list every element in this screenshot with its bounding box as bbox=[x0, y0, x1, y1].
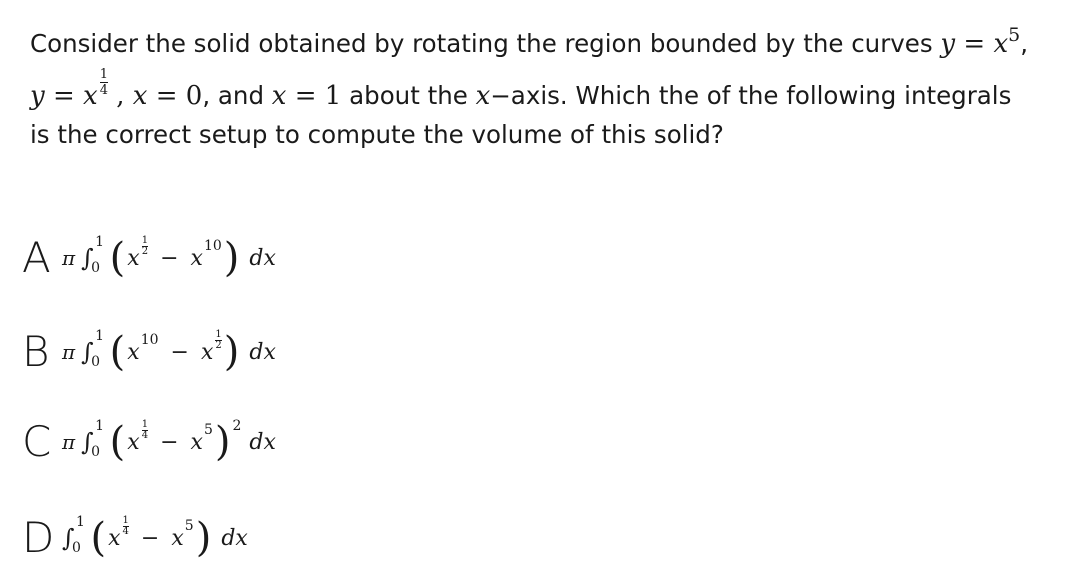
term-base: x bbox=[127, 339, 140, 365]
curve-x-variable: x bbox=[993, 29, 1009, 59]
integral-sign bbox=[81, 328, 105, 370]
option-d-formula bbox=[62, 514, 248, 561]
fraction-numerator: 1 bbox=[141, 234, 149, 246]
differential: dx bbox=[249, 245, 276, 271]
term-fraction-exponent bbox=[142, 236, 148, 257]
fraction-denominator: 4 bbox=[141, 429, 149, 441]
minus-sign: − bbox=[160, 429, 179, 455]
option-a[interactable] bbox=[22, 228, 722, 288]
integral-sign bbox=[62, 514, 85, 556]
left-paren: ( bbox=[109, 329, 126, 375]
question-line-1 bbox=[30, 20, 1080, 68]
equals-sign: = bbox=[44, 81, 84, 111]
curve2-x-variable: x bbox=[83, 81, 98, 111]
term-exponent: 5 bbox=[184, 517, 194, 534]
option-d[interactable] bbox=[22, 508, 722, 568]
integral-lower-limit: 0 bbox=[91, 260, 101, 276]
question-text bbox=[30, 20, 1080, 155]
minus-sign: − bbox=[160, 245, 179, 271]
bound-zero: 0 bbox=[185, 81, 203, 111]
option-c-formula bbox=[62, 418, 276, 465]
term-2 bbox=[171, 517, 194, 551]
integral-lower-limit: 0 bbox=[72, 540, 81, 556]
fraction-denominator: 2 bbox=[215, 339, 222, 351]
curve-y-variable: y bbox=[940, 29, 956, 59]
left-paren: ( bbox=[90, 515, 107, 561]
term-1 bbox=[127, 331, 159, 365]
option-a-formula bbox=[62, 234, 276, 281]
term-1 bbox=[127, 418, 149, 455]
integral-upper-limit: 1 bbox=[76, 514, 85, 530]
term-base: x bbox=[108, 525, 121, 551]
integral-sign bbox=[81, 418, 105, 460]
term-2 bbox=[190, 421, 213, 455]
axis-variable: x bbox=[475, 81, 491, 111]
option-letter: B bbox=[22, 327, 50, 376]
bound-x-variable: x bbox=[132, 81, 148, 111]
integral-upper-limit: 1 bbox=[95, 418, 105, 434]
term-fraction-exponent bbox=[123, 516, 129, 537]
option-letter: D bbox=[22, 513, 55, 562]
option-b[interactable] bbox=[22, 322, 722, 382]
term-base: x bbox=[200, 339, 214, 365]
equals-sign: = bbox=[286, 81, 325, 111]
integral-glyph: ∫ bbox=[62, 524, 75, 552]
pi-symbol: π bbox=[62, 340, 76, 364]
fraction-numerator: 1 bbox=[99, 67, 108, 82]
term-base: x bbox=[190, 429, 203, 455]
right-paren: ) bbox=[195, 515, 212, 561]
integral-glyph: ∫ bbox=[81, 428, 94, 456]
option-letter: A bbox=[22, 233, 51, 282]
question-line2-rest: −axis. Which the of the following integrals bbox=[490, 81, 1012, 110]
and-text: , and bbox=[202, 81, 272, 110]
fraction-denominator: 2 bbox=[141, 245, 149, 257]
fraction-denominator: 4 bbox=[99, 83, 108, 98]
term-2 bbox=[200, 328, 222, 365]
curve2-fraction-exponent bbox=[100, 68, 108, 97]
outer-exponent: 2 bbox=[232, 418, 242, 434]
bound-one: 1 bbox=[324, 81, 342, 111]
term-2 bbox=[190, 237, 222, 271]
term-fraction-exponent bbox=[215, 330, 221, 351]
bound-x-variable: x bbox=[271, 81, 287, 111]
integral-sign bbox=[81, 234, 105, 276]
term-base: x bbox=[127, 429, 140, 455]
fraction-numerator: 1 bbox=[215, 328, 222, 340]
term-1 bbox=[127, 234, 149, 271]
differential: dx bbox=[249, 339, 276, 365]
term-base: x bbox=[171, 525, 184, 551]
question-line-3: is the correct setup to compute the volume of this solid? bbox=[30, 120, 724, 149]
pi-symbol: π bbox=[62, 246, 76, 270]
term-exponent: 5 bbox=[203, 421, 213, 438]
option-letter: C bbox=[22, 417, 52, 466]
term-1 bbox=[108, 514, 129, 551]
integral-upper-limit: 1 bbox=[95, 328, 105, 344]
fraction-numerator: 1 bbox=[141, 418, 149, 430]
differential: dx bbox=[249, 429, 276, 455]
term-base: x bbox=[190, 245, 203, 271]
pi-symbol: π bbox=[62, 430, 76, 454]
right-paren: ) bbox=[223, 329, 240, 375]
separator: , bbox=[107, 81, 133, 111]
left-paren: ( bbox=[109, 419, 126, 465]
differential: dx bbox=[221, 525, 248, 551]
term-base: x bbox=[127, 245, 140, 271]
minus-sign: − bbox=[140, 525, 160, 551]
option-b-formula bbox=[62, 328, 276, 375]
fraction-denominator: 4 bbox=[122, 525, 129, 537]
right-paren: ) bbox=[223, 235, 240, 281]
term-exponent: 10 bbox=[140, 331, 159, 348]
integral-upper-limit: 1 bbox=[95, 234, 105, 250]
minus-sign: − bbox=[170, 339, 189, 365]
about-text: about the bbox=[341, 81, 476, 110]
integral-glyph: ∫ bbox=[81, 338, 94, 366]
term-fraction-exponent bbox=[142, 420, 148, 441]
question-line1-text: Consider the solid obtained by rotating the region bounded by the curves bbox=[30, 29, 941, 58]
integral-lower-limit: 0 bbox=[91, 354, 101, 370]
question-line-2 bbox=[30, 68, 1080, 120]
integral-glyph: ∫ bbox=[81, 244, 94, 272]
right-paren: ) bbox=[214, 419, 231, 465]
comma: , bbox=[1020, 29, 1029, 58]
fraction-numerator: 1 bbox=[122, 514, 129, 526]
option-c[interactable] bbox=[22, 412, 722, 472]
equals-sign: = bbox=[147, 81, 186, 111]
left-paren: ( bbox=[109, 235, 126, 281]
term-exponent: 10 bbox=[203, 237, 222, 254]
curve2-y-variable: y bbox=[30, 81, 45, 111]
equals-sign: = bbox=[955, 29, 994, 59]
integral-lower-limit: 0 bbox=[91, 444, 101, 460]
curve-exponent: 5 bbox=[1008, 24, 1021, 46]
